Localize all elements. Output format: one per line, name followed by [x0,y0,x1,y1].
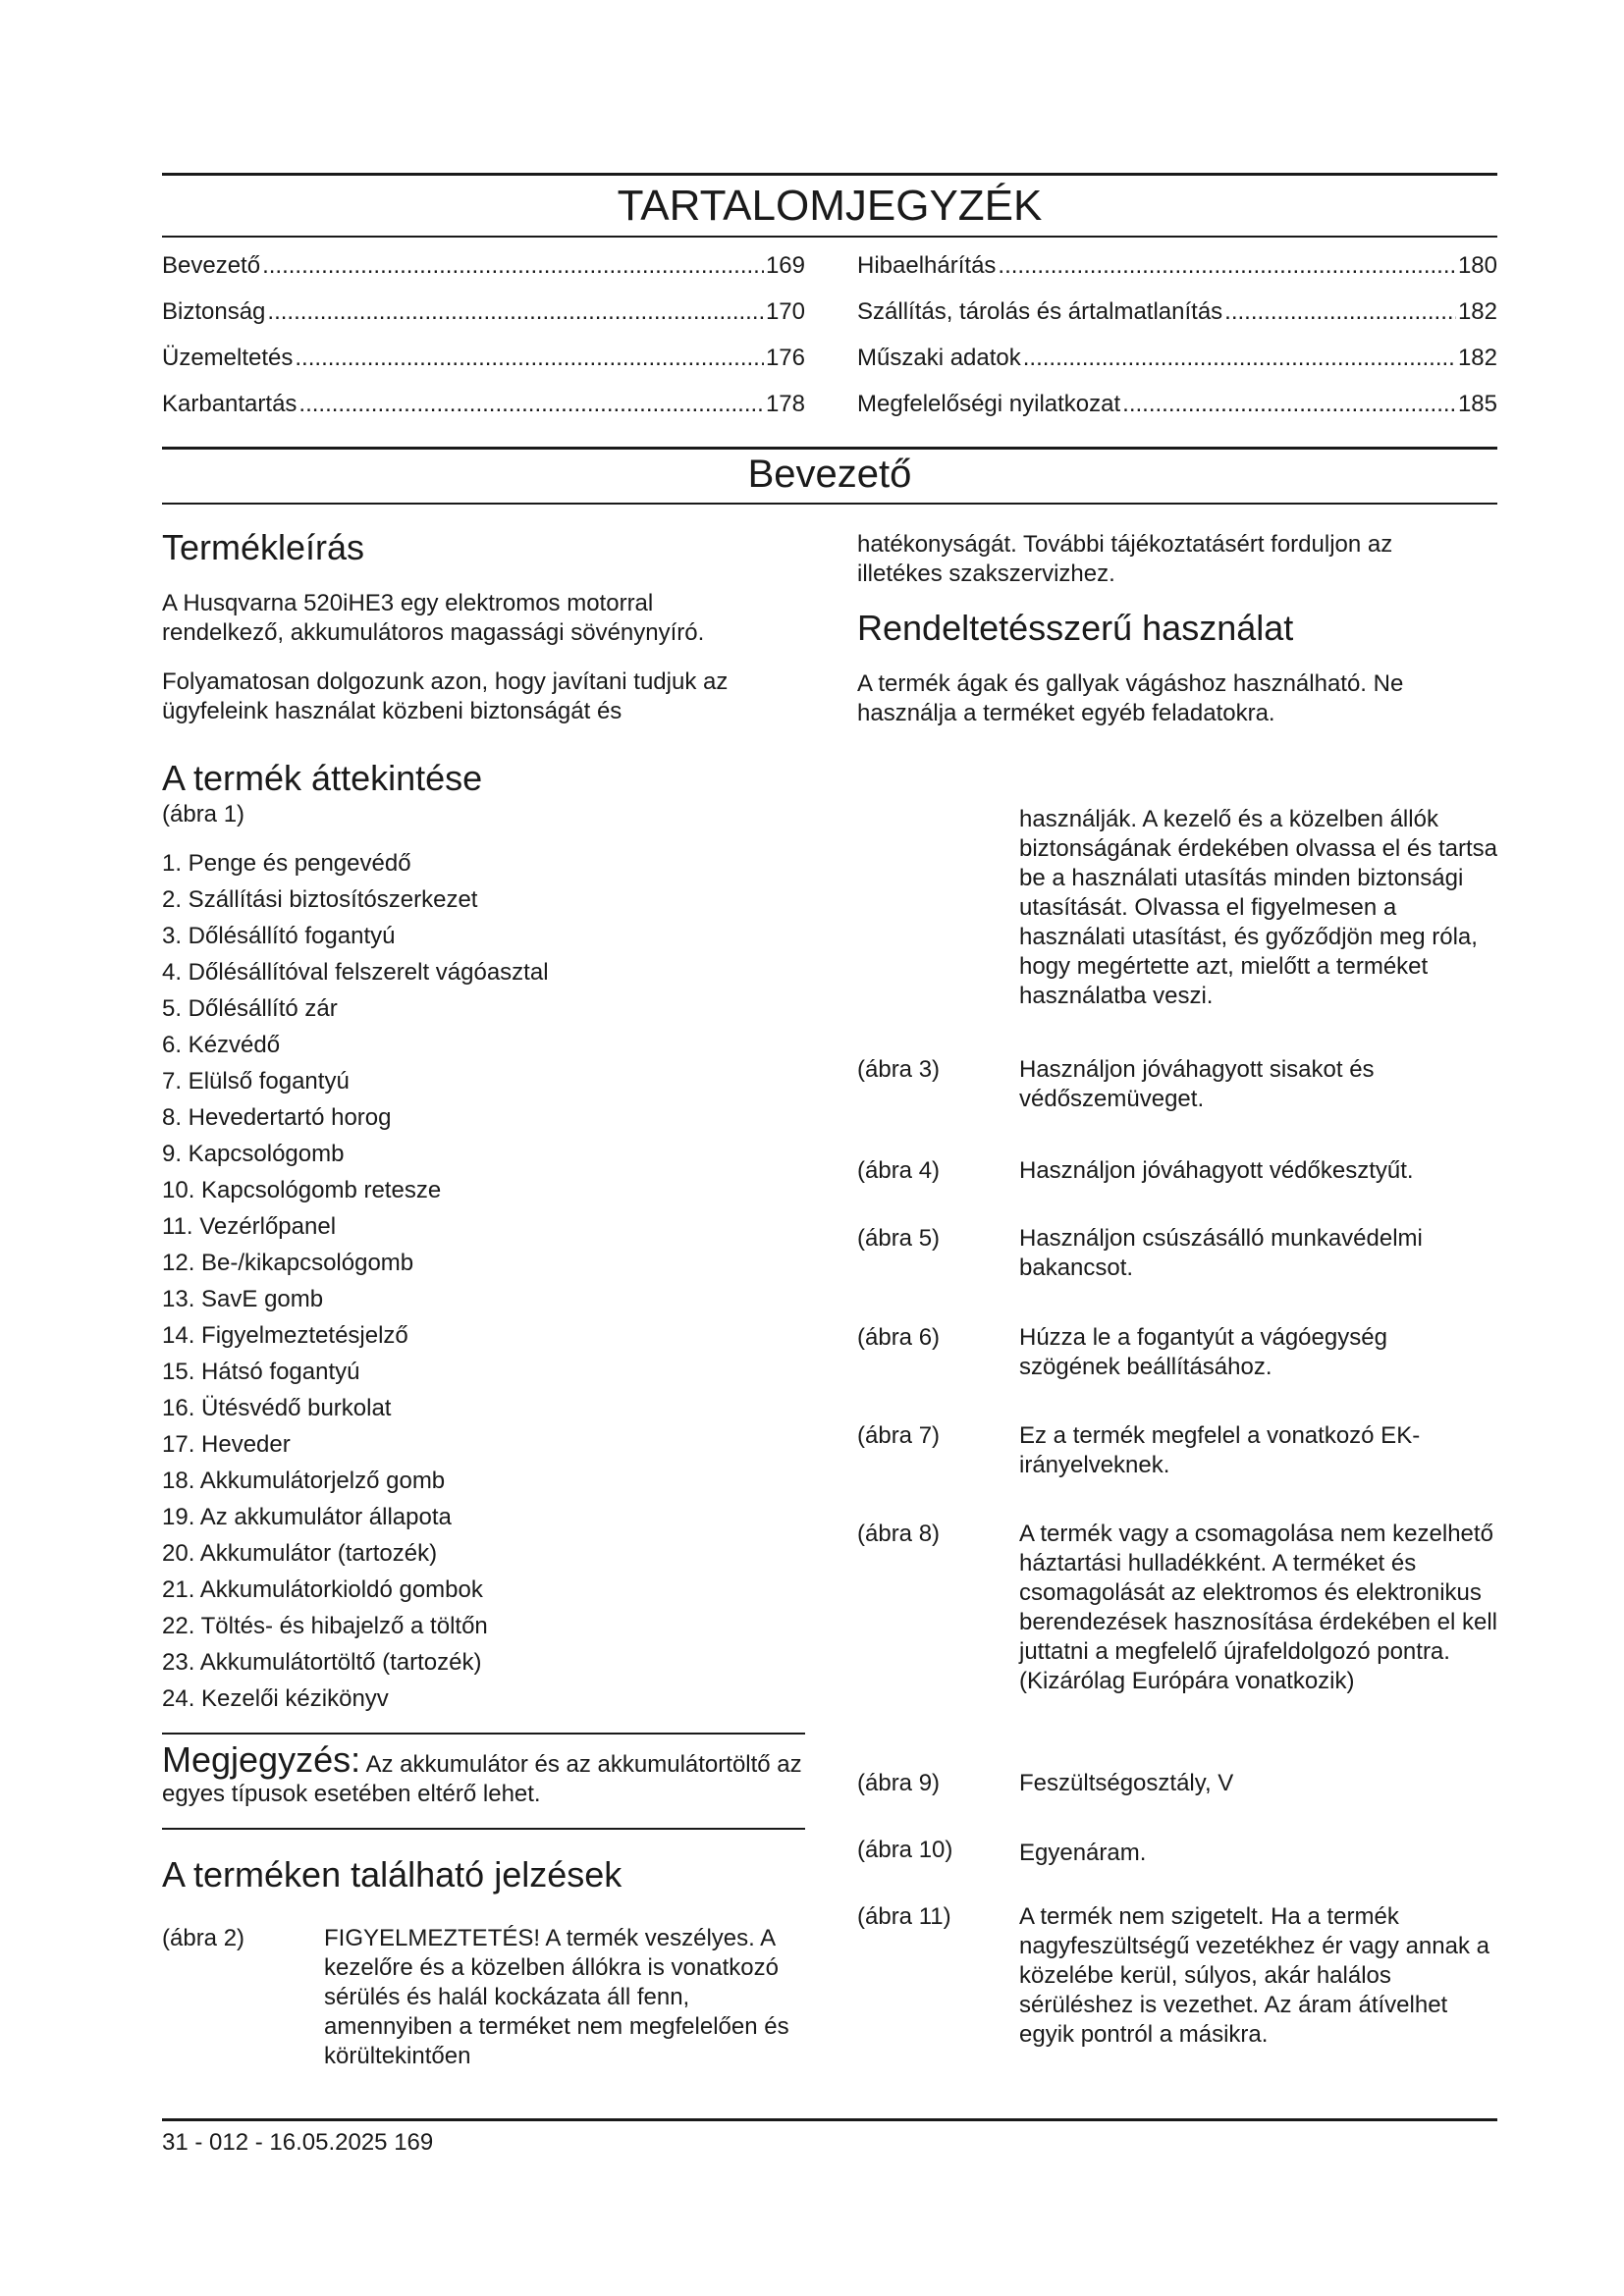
list-item: 12. Be-/kikapcsológomb [162,1250,414,1276]
toc-entry-label: Bevezető [162,252,261,279]
figure-2-text-continued: használják. A kezelő és a közelben állók biztonságának érdekében olvassa el és tartsa be a használati utasítás minden biztonsági utasítását. Olvassa el figyelmesen a használati utasítást, és győződjön meg róla, hogy megértette azt, mielőtt a terméket használatba veszi. [1019,806,1497,1009]
list-item: 17. Heveder [162,1431,291,1458]
figure-ref: (ábra 11) [857,1903,951,1930]
overview-heading: A termék áttekintése [162,758,483,798]
toc-entry[interactable] [857,297,1497,327]
section-title-rule [162,503,1497,505]
toc-entry-page: 169 [765,252,805,279]
intended-use-heading: Rendeltetésszerű használat [857,608,1294,648]
toc-entry-page: 176 [765,345,805,371]
toc-entry-label: Műszaki adatok [857,345,1021,371]
symbols-heading: A terméken található jelzések [162,1854,623,1895]
toc-entry[interactable] [162,344,805,373]
product-description-p1: A Husqvarna 520iHE3 egy elektromos motorral rendelkező, akkumulátoros magassági sövénynyíró. [162,590,705,646]
product-description-p2-continued: hatékonyságát. További tájékoztatásért forduljon az illetékes szakszervizhez. [857,531,1393,587]
toc-entry[interactable] [162,390,805,419]
footer-code: 31 - 012 - 16.05.2025 [162,2129,388,2156]
intended-use-text: A termék ágak és gallyak vágáshoz használható. Ne használja a terméket egyéb feladatokra. [857,670,1404,726]
toc-entry-page: 180 [1457,252,1497,279]
toc-entry-page: 182 [1457,298,1497,325]
note-title: Megjegyzés: [162,1739,361,1780]
figure-ref: (ábra 9) [857,1770,941,1796]
list-item: 2. Szállítási biztosítószerkezet [162,886,478,913]
list-item: 24. Kezelői kézikönyv [162,1685,389,1712]
list-item: 9. Kapcsológomb [162,1141,345,1167]
figure-text: Használjon jóváhagyott védőkesztyűt. [1019,1157,1414,1184]
toc-entry[interactable] [857,390,1497,419]
product-description-heading: Termékleírás [162,527,365,567]
toc-entry-label: Hibaelhárítás [857,252,997,279]
footer-rule [162,2118,1497,2121]
section-title: Bevezető [747,453,912,496]
figure-text: Húzza le a fogantyút a vágóegység szögének beállításához. [1019,1324,1387,1380]
list-item: 11. Vezérlőpanel [162,1213,337,1240]
list-item: 5. Dőlésállító zár [162,995,338,1022]
note-bottom-rule [162,1828,805,1830]
figure-ref: (ábra 2) [162,1925,245,1951]
list-item: 3. Dőlésállító fogantyú [162,923,396,949]
note [162,1739,810,1809]
toc-entry-page: 182 [1457,345,1497,371]
toc-entry-label: Megfelelőségi nyilatkozat [857,391,1121,417]
product-description-p2: Folyamatosan dolgozunk azon, hogy javítani tudjuk az ügyfeleink használat közbeni biztonságát és [162,668,729,724]
list-item: 18. Akkumulátorjelző gomb [162,1468,446,1494]
toc-entry[interactable] [162,251,805,281]
list-item: 1. Penge és pengevédő [162,850,411,877]
toc-entry[interactable] [857,251,1497,281]
list-item: 4. Dőlésállítóval felszerelt vágóasztal [162,959,549,986]
overview-figure-ref: (ábra 1) [162,801,245,828]
toc-entry-page: 178 [765,391,805,417]
toc-entry-label: Szállítás, tárolás és ártalmatlanítás [857,298,1223,325]
figure-ref: (ábra 6) [857,1324,941,1351]
figure-text: FIGYELMEZTETÉS! A termék veszélyes. A kezelőre és a közelben állókra is vonatkozó sérülés és halál kockázata áll fenn, amennyiben a terméket nem megfelelően és körültekintően [324,1925,789,2069]
figure-text: A termék vagy a csomagolása nem kezelhető háztartási hulladékként. A terméket és csomagolását az elektromos és elektronikus berendezések hasznosítása érdekében el kell juttatni a megfelelő újrafeldolgozó pontra. (Kizárólag Európára vonatkozik) [1019,1521,1497,1694]
list-item: 6. Kézvédő [162,1032,281,1058]
figure-text: A termék nem szigetelt. Ha a termék nagyfeszültségű vezetékhez ér vagy annak a közelébe kerül, súlyos, akár halálos sérüléshez is vezethet. Az áram átívelhet egyik pontról a másikra. [1019,1903,1489,2048]
list-item: 15. Hátsó fogantyú [162,1359,360,1385]
toc-entry-page: 185 [1457,391,1497,417]
figure-ref: (ábra 8) [857,1521,941,1547]
page-number: 169 [394,2129,434,2156]
toc-entry-label: Biztonság [162,298,266,325]
figure-ref: (ábra 3) [857,1056,941,1083]
figure-ref: (ábra 10) [857,1837,953,1863]
note-text: Az akkumulátor és az akkumulátortöltő az egyes típusok esetében eltérő lehet. [162,1751,802,1807]
toc-entry-page: 170 [765,298,805,325]
figure-ref: (ábra 5) [857,1225,941,1252]
list-item: 19. Az akkumulátor állapota [162,1504,452,1530]
toc-title: TARTALOMJEGYZÉK [617,182,1043,230]
figure-text: Ez a termék megfelel a vonatkozó EK-irányelveknek. [1019,1422,1421,1478]
figure-text: Feszültségosztály, V [1019,1770,1234,1796]
list-item: 21. Akkumulátorkioldó gombok [162,1576,483,1603]
figure-text: Használjon jóváhagyott sisakot és védőszemüveget. [1019,1056,1375,1112]
list-item: 10. Kapcsológomb retesze [162,1177,442,1203]
list-item: 14. Figyelmeztetésjelző [162,1322,408,1349]
toc-entry-label: Üzemeltetés [162,345,294,371]
toc-entry[interactable] [162,297,805,327]
footer [162,2128,433,2158]
figure-ref: (ábra 4) [857,1157,941,1184]
list-item: 13. SavE gomb [162,1286,324,1312]
parts-list [162,845,549,1717]
toc-entry[interactable] [857,344,1497,373]
toc-entry-label: Karbantartás [162,391,298,417]
figure-text: Használjon csúszásálló munkavédelmi bakancsot. [1019,1225,1423,1281]
list-item: 22. Töltés- és hibajelző a töltőn [162,1613,488,1639]
toc-top-rule [162,173,1497,176]
list-item: 7. Elülső fogantyú [162,1068,350,1095]
list-item: 8. Hevedertartó horog [162,1104,392,1131]
toc-title-rule [162,236,1497,238]
note-top-rule [162,1733,805,1735]
figure-text: Egyenáram. [1019,1840,1147,1866]
list-item: 16. Ütésvédő burkolat [162,1395,392,1421]
list-item: 23. Akkumulátortöltő (tartozék) [162,1649,482,1676]
figure-ref: (ábra 7) [857,1422,941,1449]
section-top-rule [162,447,1497,450]
list-item: 20. Akkumulátor (tartozék) [162,1540,438,1567]
